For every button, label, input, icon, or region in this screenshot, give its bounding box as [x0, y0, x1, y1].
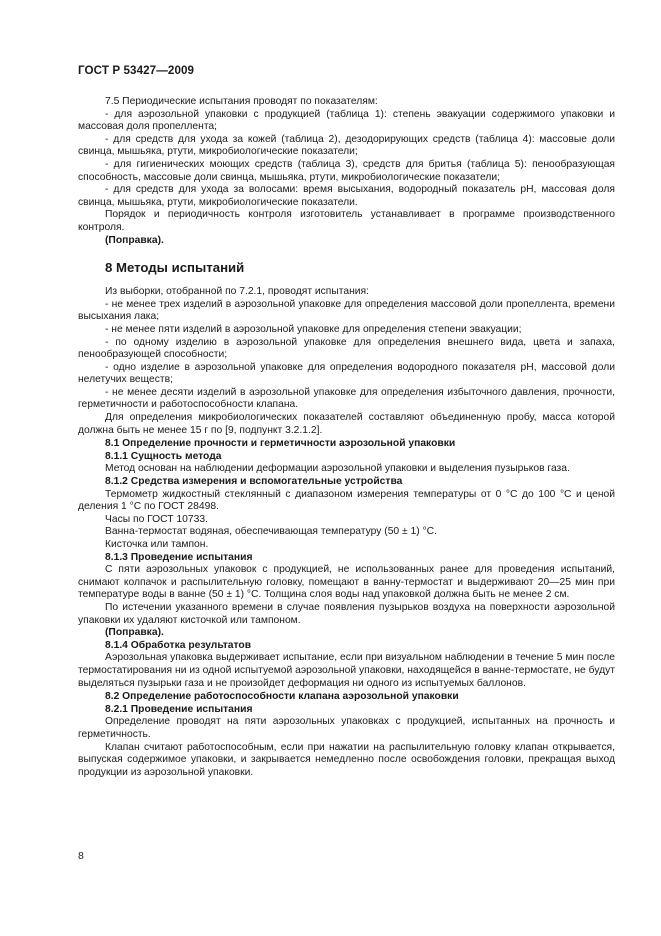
list-item: - для гигиенических моющих средств (таблица 3), средств для бритья (таблица 5): пенообразующая способность, массовые доли свинца, мышьяка, ртути, микробиологические показатели; [78, 158, 615, 183]
paragraph: Кисточка или тампон. [105, 539, 209, 550]
subsection-heading: 8.1.4 Обработка результатов [105, 639, 252, 651]
section-heading: 8 Методы испытаний [105, 260, 245, 276]
paragraph: Метод основан на наблюдении деформации аэрозольной упаковки и выделения пузырьков газа. [105, 463, 570, 475]
paragraph: 7.5 Периодические испытания проводят по показателям: [105, 96, 378, 107]
list-item: - не менее трех изделий в аэрозольной упаковке для определения массовой доли пропеллента, времени высыхания лака; [78, 298, 615, 323]
subsection-heading: 8.1.3 Проведение испытания [105, 551, 253, 563]
list-item: - для аэрозольной упаковки с продукцией (таблица 1): степень эвакуации содержимого упаковки и массовая доля пропеллента; [78, 108, 615, 133]
paragraph: Из выборки, отобранной по 7.2.1, проводят испытания: [105, 286, 369, 298]
paragraph: Термометр жидкостный стеклянный с диапазоном измерения температуры от 0 °С до 100 °С и ценой деления 1 °С по ГОСТ 28498. [78, 488, 615, 513]
subsection-heading: 8.1.1 Сущность метода [105, 450, 222, 462]
document-header: ГОСТ Р 53427—2009 [78, 64, 195, 77]
list-item: - не менее десяти изделий в аэрозольной упаковке для определения избыточного давления, прочности, герметичности и работоспособности клапана. [78, 386, 615, 411]
paragraph: Определение проводят на пяти аэрозольных упаковках с продукцией, испытанных на прочность и герметичность. [78, 716, 615, 740]
amendment-note: (Поправка). [105, 627, 164, 639]
amendment-note: (Поправка). [105, 234, 164, 246]
paragraph: Клапан считают работоспособным, если при нажатии на распылительную головку клапан открывается, выпуская содержимое упаковки, и закрывается немедленно после освобождения головки, прекращая выход продукции из аэрозольной упаковки. [78, 741, 615, 778]
document-body [78, 96, 615, 779]
subsection-heading: 8.1.2 Средства измерения и вспомогательные устройства [105, 476, 403, 488]
paragraph: Ванна-термостат водяная, обеспечивающая температуру (50 ± 1) °С. [105, 526, 437, 538]
paragraph: Порядок и периодичность контроля изготовитель устанавливает в программе производственного контроля. [78, 209, 615, 233]
list-item: - по одному изделию в аэрозольной упаковке для определения внешнего вида, цвета и запаха, пенообразующей способности; [78, 336, 615, 361]
paragraph: Аэрозольная упаковка выдерживает испытание, если при визуальном наблюдении в течение 5 мин после термостатирования ни из одной испытуемой аэрозольной упаковки, находящейся в ванне-термостате, не будут выделяться пузырьки газа и не произойдет деформация ни одного из испытуемых баллонов. [78, 652, 615, 689]
list-item: - для средств для ухода за кожей (таблица 2), дезодорирующих средств (таблица 4): массовые доли свинца, мышьяка, ртути, микробиологические показатели; [78, 133, 615, 158]
paragraph: Для определения микробиологических показателей составляют объединенную пробу, масса которой должна быть не менее 15 г по [9, подпункт 3.2.1.2]. [78, 412, 615, 436]
paragraph: По истечении указанного времени в случае появления пузырьков воздуха на поверхности аэрозольной упаковки их удаляют кисточкой или тампоном. [78, 601, 615, 626]
list-item: - не менее пяти изделий в аэрозольной упаковке для определения степени эвакуации; [105, 323, 522, 335]
paragraph: С пяти аэрозольных упаковок с продукцией, не использованных ранее для проведения испытаний, снимают колпачок и распылительную головку, помещают в ванну-термостат и выдерживают 20—25 мин при температуре воды в ванне (50 ± 1) °С. Толщина слоя воды над упаковкой должна быть не менее 2 см. [78, 564, 615, 601]
subsection-heading: 8.2.1 Проведение испытания [105, 703, 253, 715]
subsection-heading: 8.2 Определение работоспособности клапана аэрозольной упаковки [105, 691, 459, 703]
subsection-heading: 8.1 Определение прочности и герметичности аэрозольной упаковки [105, 438, 456, 450]
paragraph: Часы по ГОСТ 10733. [105, 513, 208, 525]
list-item: - одно изделие в аэрозольной упаковке для определения водородного показателя pH, массовой доли нелетучих веществ; [78, 361, 615, 386]
list-item: - для средств для ухода за волосами: время высыхания, водородный показатель pH, массовая доля свинца, мышьяка, ртути, микробиологические показатели. [78, 184, 615, 208]
page-number: 8 [78, 850, 84, 862]
